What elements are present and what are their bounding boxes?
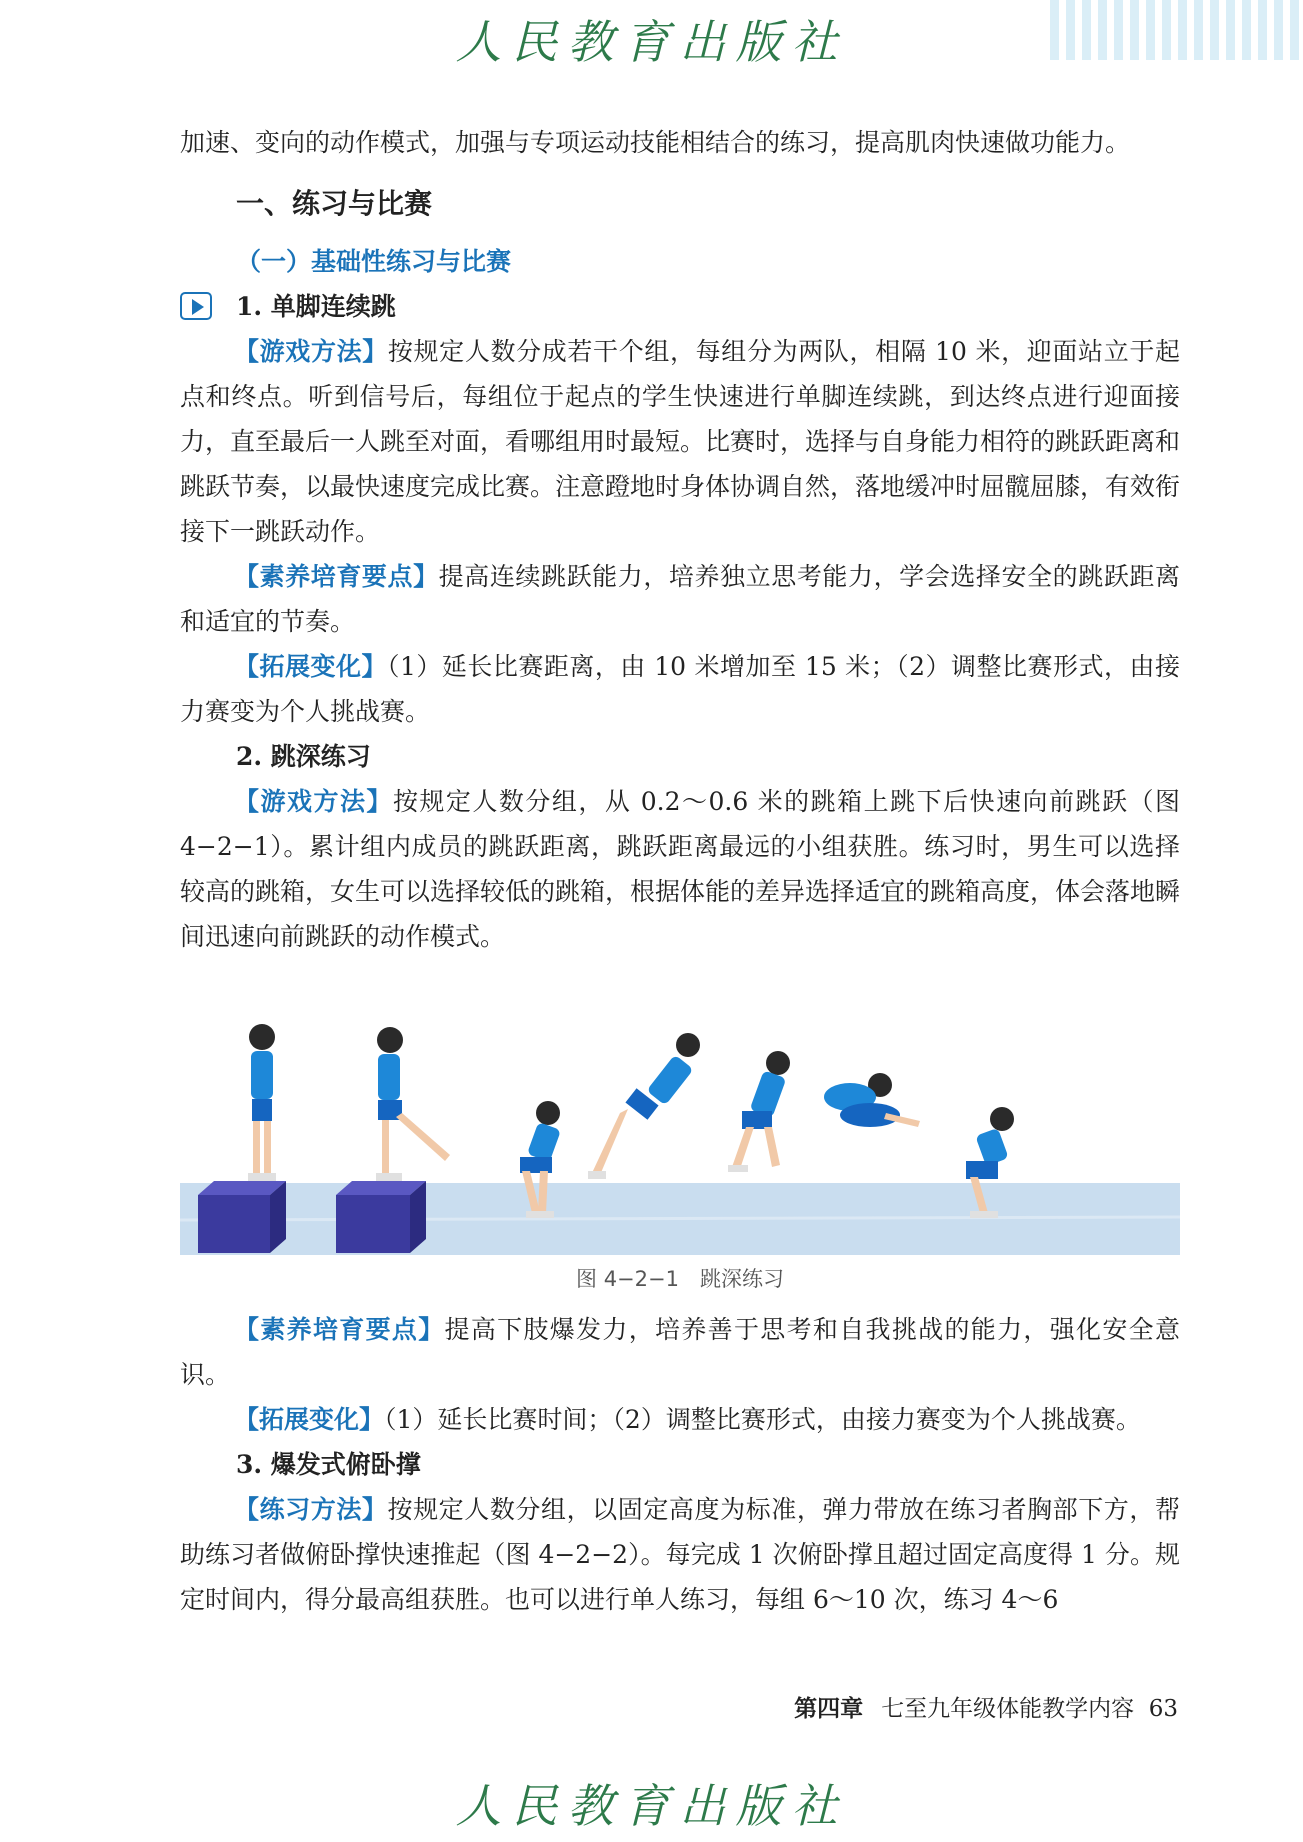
play-video-icon[interactable] xyxy=(180,292,212,320)
jump-box-1 xyxy=(198,1181,286,1253)
exercise2-extend xyxy=(180,1397,1180,1442)
publisher-logo-top: 人民教育出版社 xyxy=(455,15,848,69)
exercise2-title: 2. 跳深练习 xyxy=(236,742,371,771)
exercise1-title-text: 1. 单脚连续跳 xyxy=(236,292,396,321)
extend-text: （1）延长比赛距离，由 10 米增加至 15 米；（2）调整比赛形式，由接力赛变为个人挑战赛。 xyxy=(180,652,1180,726)
method-tag: 【游戏方法】 xyxy=(234,787,393,816)
method-tag: 【游戏方法】 xyxy=(234,337,388,366)
method-text: 按规定人数分组，以固定高度为标准，弹力带放在练习者胸部下方，帮助练习者做俯卧撑快速推起（图 4−2−2）。每完成 1 次俯卧撑且超过固定高度得 1 分。规定时间内，得分最高组获胜。也可以进行单人练习，每组 6～10 次，练习 4～6 xyxy=(180,1495,1180,1614)
publisher-logo-bottom: 人民教育出版社 xyxy=(455,1779,848,1833)
figure-caption: 图 4−2−1 跳深练习 xyxy=(576,1267,784,1291)
exercise2-method xyxy=(180,779,1180,959)
exercise1-extend xyxy=(180,644,1180,734)
points-tag: 【素养培育要点】 xyxy=(234,1315,445,1344)
exercise3-method xyxy=(180,1487,1180,1622)
intro-paragraph: 加速、变向的动作模式，加强与专项运动技能相结合的练习，提高肌肉快速做功能力。 xyxy=(180,128,1131,157)
points-text: 提高连续跳跃能力，培养独立思考能力，学会选择安全的跳跃距离和适宜的节奏。 xyxy=(180,562,1180,636)
page-footer xyxy=(794,1690,1178,1723)
depth-jump-illustration xyxy=(180,985,1180,1255)
footer-chapter: 第四章 xyxy=(794,1695,864,1722)
exercise2-points xyxy=(180,1307,1180,1397)
extend-tag: 【拓展变化】 xyxy=(234,1405,385,1434)
method-text: 按规定人数分组，从 0.2～0.6 米的跳箱上跳下后快速向前跳跃（图 4−2−1）。累计组内成员的跳跃距离，跳跃距离最远的小组获胜。练习时，男生可以选择较高的跳箱，女生可以选择较低的跳箱，根据体能的差异选择适宜的跳箱高度，体会落地瞬间迅速向前跳跃的动作模式。 xyxy=(180,787,1181,951)
exercise1-title xyxy=(236,284,1180,329)
method-tag: 【练习方法】 xyxy=(234,1495,388,1524)
section-title: 一、练习与比赛 xyxy=(236,187,433,220)
jump-box-2 xyxy=(336,1181,426,1253)
points-text: 提高下肢爆发力，培养善于思考和自我挑战的能力，强化安全意识。 xyxy=(180,1315,1180,1389)
exercise1-points xyxy=(180,554,1180,644)
subsection-title: （一）基础性练习与比赛 xyxy=(236,247,512,276)
extend-tag: 【拓展变化】 xyxy=(234,652,387,681)
points-tag: 【素养培育要点】 xyxy=(234,562,439,591)
exercise3-title: 3. 爆发式俯卧撑 xyxy=(236,1450,421,1479)
exercise1-method xyxy=(180,329,1180,554)
footer-chapter-title: 七至九年级体能教学内容 xyxy=(881,1696,1135,1722)
page-content xyxy=(180,120,1180,1622)
extend-text: （1）延长比赛时间；（2）调整比赛形式，由接力赛变为个人挑战赛。 xyxy=(384,1405,1141,1434)
page-number: 63 xyxy=(1148,1696,1178,1722)
depth-jump-figure xyxy=(180,985,1180,1255)
method-text: 按规定人数分成若干个组，每组分为两队，相隔 10 米，迎面站立于起点和终点。听到信号后，每组位于起点的学生快速进行单脚连续跳，到达终点进行迎面接力，直至最后一人跳至对面，看哪组用时最短。比赛时，选择与自身能力相符的跳跃距离和跳跃节奏，以最快速度完成比赛。注意蹬地时身体协调自然，落地缓冲时屈髋屈膝，有效衔接下一跳跃动作。 xyxy=(180,337,1181,546)
